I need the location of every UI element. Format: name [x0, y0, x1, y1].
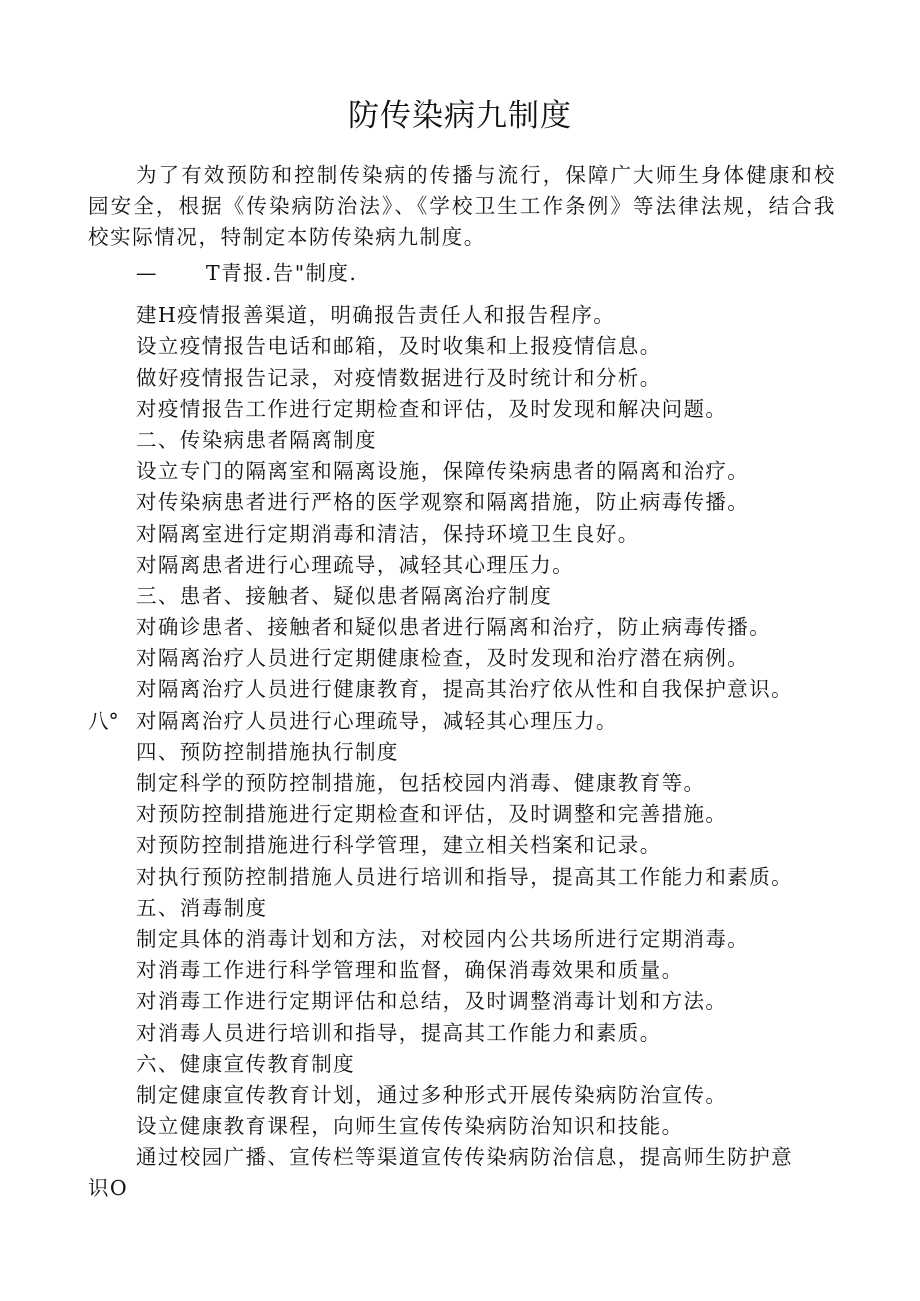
list-item: 对预防控制措施进行定期检查和评估，及时调整和完善措施。	[136, 802, 728, 827]
list-item: 制定科学的预防控制措施，包括校园内消毒、健康教育等。	[136, 771, 706, 795]
body-lines	[88, 258, 848, 1205]
list-item: 制定健康宣传教育计划，通过多种形式开展传染病防治宣传。	[136, 1082, 728, 1107]
list-item: 对传染病患者进行严格的医学观察和隔离措施，防止病毒传播。	[136, 490, 750, 515]
list-item: 对消毒工作进行定期评估和总结，及时调整消毒计划和方法。	[136, 989, 728, 1014]
list-item: 对隔离患者进行心理疏导，减轻其心理压力。	[136, 552, 574, 577]
list-item: 制定具体的消毒计划和方法，对校园内公共场所进行定期消毒。	[136, 926, 750, 951]
list-item-continuation: 识O	[88, 1176, 129, 1201]
dash-mark: —	[136, 261, 158, 285]
section-heading-text: T青报.告"制度.	[206, 261, 358, 285]
document-title: 防传染病九制度	[348, 98, 572, 134]
list-item: 对隔离治疗人员进行健康教育，提高其治疗依从性和自我保护意识。	[136, 677, 793, 702]
list-item: 对隔离室进行定期消毒和清洁，保持环境卫生良好。	[136, 521, 640, 546]
section-heading: 三、患者、接触者、疑似患者隔离治疗制度	[136, 583, 553, 608]
list-item: 对执行预防控制措施人员进行培训和指导，提高其工作能力和素质。	[136, 864, 793, 889]
section-heading: 六、健康宣传教育制度	[136, 1051, 355, 1076]
list-item: 对消毒人员进行培训和指导，提高其工作能力和素质。	[136, 1020, 662, 1045]
intro-paragraph: 为了有效预防和控制传染病的传播与流行，保障广大师生身体健康和校园安全，根据《传染病防治法》、《学校卫生工作条例》等法律法规，结合我校实际情况，特制定本防传染病九制度。	[88, 163, 836, 249]
list-item: 对隔离治疗人员进行定期健康检查，及时发现和治疗潜在病例。	[136, 646, 750, 671]
list-item: 通过校园广播、宣传栏等渠道宣传传染病防治信息，提高师生防护意	[136, 1145, 793, 1170]
list-item: 设立健康教育课程，向师生宣传传染病防治知识和技能。	[136, 1114, 684, 1139]
section-heading	[88, 258, 848, 289]
list-item: 建H疫情报善渠道，明确报告责任人和报告程序。	[136, 303, 616, 328]
section-heading: 五、消毒制度	[136, 895, 268, 920]
list-item: 设立疫情报告电话和邮箱，及时收集和上报疫情信息。	[136, 334, 662, 359]
section-heading: 四、预防控制措施执行制度	[136, 739, 399, 764]
list-item: 对疫情报告工作进行定期检查和评估，及时发现和解决问题。	[136, 396, 728, 421]
list-item: 对确诊患者、接触者和疑似患者进行隔离和治疗，防止病毒传播。	[136, 615, 772, 640]
list-item: 对消毒工作进行科学管理和监督，确保消毒效果和质量。	[136, 958, 684, 983]
list-item: 设立专门的隔离室和隔离设施，保障传染病患者的隔离和治疗。	[136, 459, 750, 484]
item-marker: 八°	[88, 708, 119, 733]
list-item	[88, 706, 848, 737]
section-heading: 二、传染病患者隔离制度	[136, 427, 377, 452]
list-item: 对预防控制措施进行科学管理，建立相关档案和记录。	[136, 833, 662, 858]
list-item: 做好疫情报告记录，对疫情数据进行及时统计和分析。	[136, 365, 662, 390]
list-item-text: 对隔离治疗人员进行心理疏导，减轻其心理压力。	[136, 708, 618, 733]
